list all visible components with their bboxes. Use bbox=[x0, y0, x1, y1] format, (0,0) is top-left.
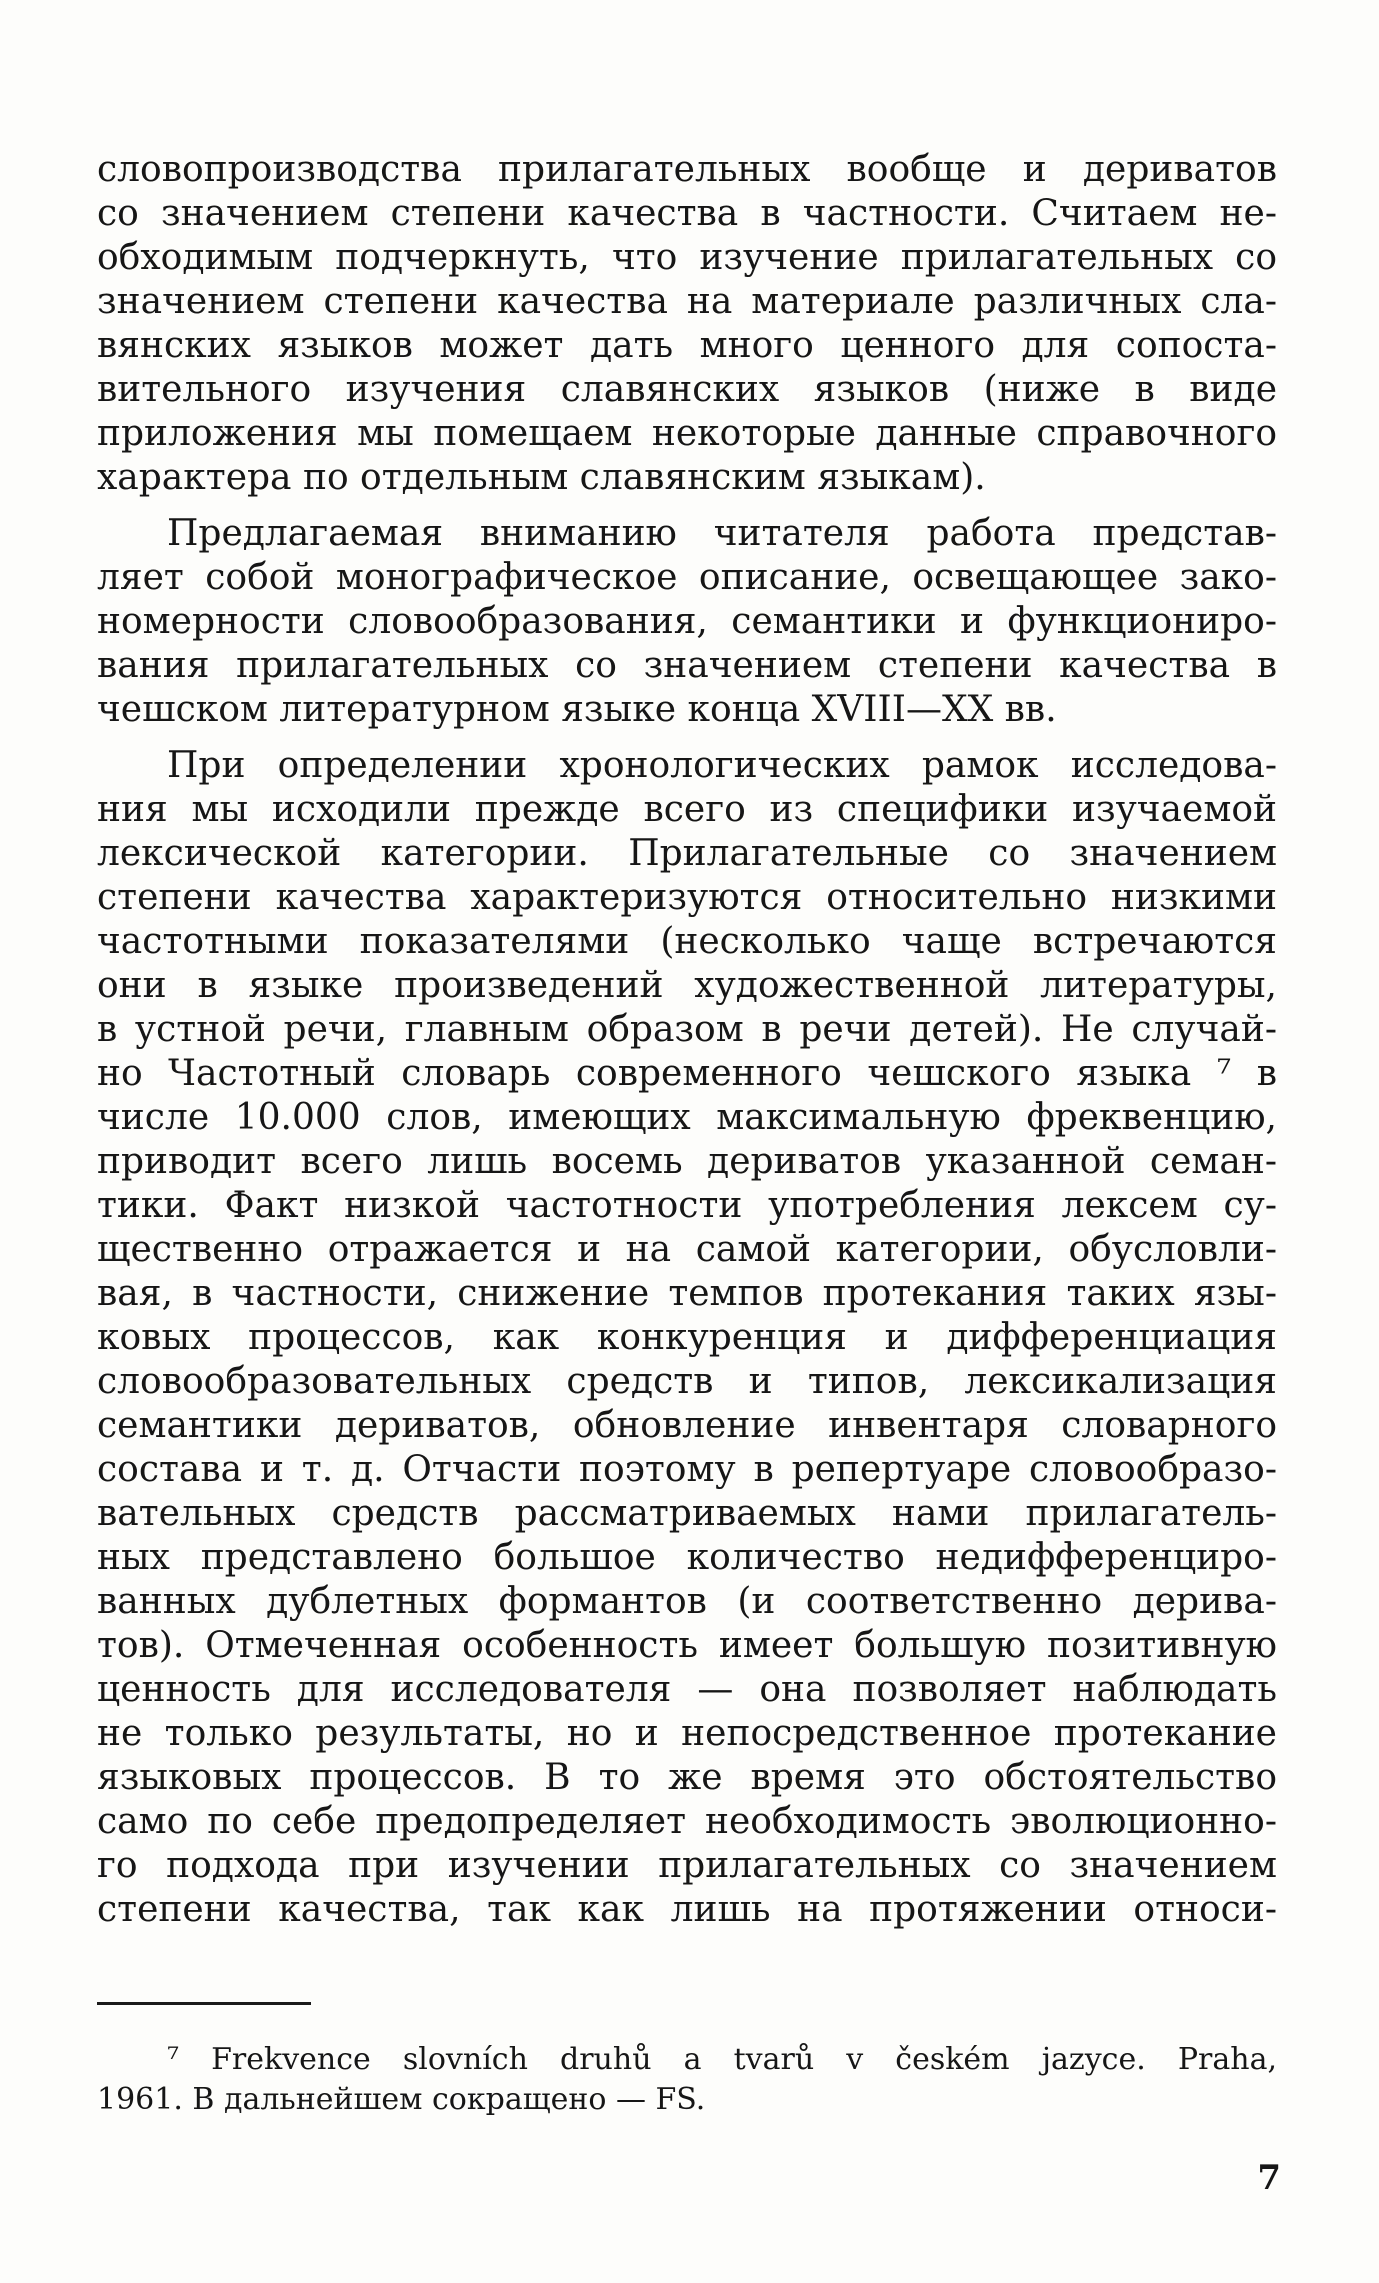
paragraph-3 bbox=[97, 744, 1277, 1932]
text-line: степени качества, так как лишь на протяжении относи- bbox=[97, 1889, 1277, 1930]
text-line: тики. Факт низкой частотности употребления лексем су- bbox=[97, 1185, 1277, 1226]
footnote bbox=[97, 2040, 1277, 2120]
paragraph-2 bbox=[97, 512, 1277, 732]
footnote-line: 1961. В дальнейшем сокращено — FS. bbox=[97, 2082, 706, 2117]
text-line: словопроизводства прилагательных вообще и дериватов bbox=[97, 149, 1277, 190]
footnote-line: ⁷ Frekvence slovních druhů a tvarů v českém jazyce. Praha, bbox=[167, 2042, 1277, 2077]
text-line: семантики дериватов, обновление инвентаря словарного bbox=[97, 1405, 1277, 1446]
page-number: 7 bbox=[1257, 2158, 1281, 2198]
text-line: щественно отражается и на самой категории, обусловли- bbox=[97, 1229, 1277, 1270]
text-line: тов). Отмеченная особенность имеет большую позитивную bbox=[97, 1625, 1277, 1666]
text-line: характера по отдельным славянским языкам). bbox=[97, 457, 986, 498]
text-line: При определении хронологических рамок исследова- bbox=[167, 745, 1277, 786]
text-line: словообразовательных средств и типов, лексикализация bbox=[97, 1361, 1277, 1402]
text-line: значением степени качества на материале различных сла- bbox=[97, 281, 1277, 322]
text-line: само по себе предопределяет необходимость эволюционно- bbox=[97, 1801, 1277, 1842]
text-line: степени качества характеризуются относительно низкими bbox=[97, 877, 1277, 918]
text-line: вательных средств рассматриваемых нами прилагатель- bbox=[97, 1493, 1277, 1534]
text-line: ценность для исследователя — она позволяет наблюдать bbox=[97, 1669, 1277, 1710]
text-line: Предлагаемая вниманию читателя работа представ- bbox=[167, 513, 1277, 554]
text-line: состава и т. д. Отчасти поэтому в репертуаре словообразо- bbox=[97, 1449, 1277, 1490]
text-line: номерности словообразования, семантики и функциониро- bbox=[97, 601, 1277, 642]
body-text bbox=[97, 148, 1277, 1932]
text-line: обходимым подчеркнуть, что изучение прилагательных со bbox=[97, 237, 1277, 278]
text-line: они в языке произведений художественной литературы, bbox=[97, 965, 1277, 1006]
text-line: ных представлено большое количество недифференциро- bbox=[97, 1537, 1277, 1578]
text-line: вания прилагательных со значением степени качества в bbox=[97, 645, 1277, 686]
text-line: языковых процессов. В то же время это обстоятельство bbox=[97, 1757, 1277, 1798]
text-line: ния мы исходили прежде всего из специфики изучаемой bbox=[97, 789, 1277, 830]
paragraph-1 bbox=[97, 148, 1277, 500]
text-line: вительного изучения славянских языков (ниже в виде bbox=[97, 369, 1277, 410]
text-line: со значением степени качества в частности. Считаем не- bbox=[97, 193, 1277, 234]
text-line: частотными показателями (несколько чаще встречаются bbox=[97, 921, 1277, 962]
text-line: приводит всего лишь восемь дериватов указанной семан- bbox=[97, 1141, 1277, 1182]
footnote-divider bbox=[97, 2002, 311, 2005]
text-line: ванных дублетных формантов (и соответственно дерива- bbox=[97, 1581, 1277, 1622]
text-line: чешском литературном языке конца XVIII—XX вв. bbox=[97, 689, 1057, 730]
text-line: ковых процессов, как конкуренция и дифференциация bbox=[97, 1317, 1277, 1358]
text-line: приложения мы помещаем некоторые данные справочного bbox=[97, 413, 1277, 454]
text-line: вянских языков может дать много ценного для сопоста- bbox=[97, 325, 1277, 366]
text-line: вая, в частности, снижение темпов протекания таких язы- bbox=[97, 1273, 1277, 1314]
text-line: не только результаты, но и непосредственное протекание bbox=[97, 1713, 1277, 1754]
text-line: лексической категории. Прилагательные со значением bbox=[97, 833, 1277, 874]
text-line: но Частотный словарь современного чешского языка ⁷ в bbox=[97, 1053, 1277, 1094]
text-line: го подхода при изучении прилагательных со значением bbox=[97, 1845, 1277, 1886]
text-line: в устной речи, главным образом в речи детей). Не случай- bbox=[97, 1009, 1277, 1050]
text-line: ляет собой монографическое описание, освещающее зако- bbox=[97, 557, 1277, 598]
text-line: числе 10.000 слов, имеющих максимальную фреквенцию, bbox=[97, 1097, 1277, 1138]
